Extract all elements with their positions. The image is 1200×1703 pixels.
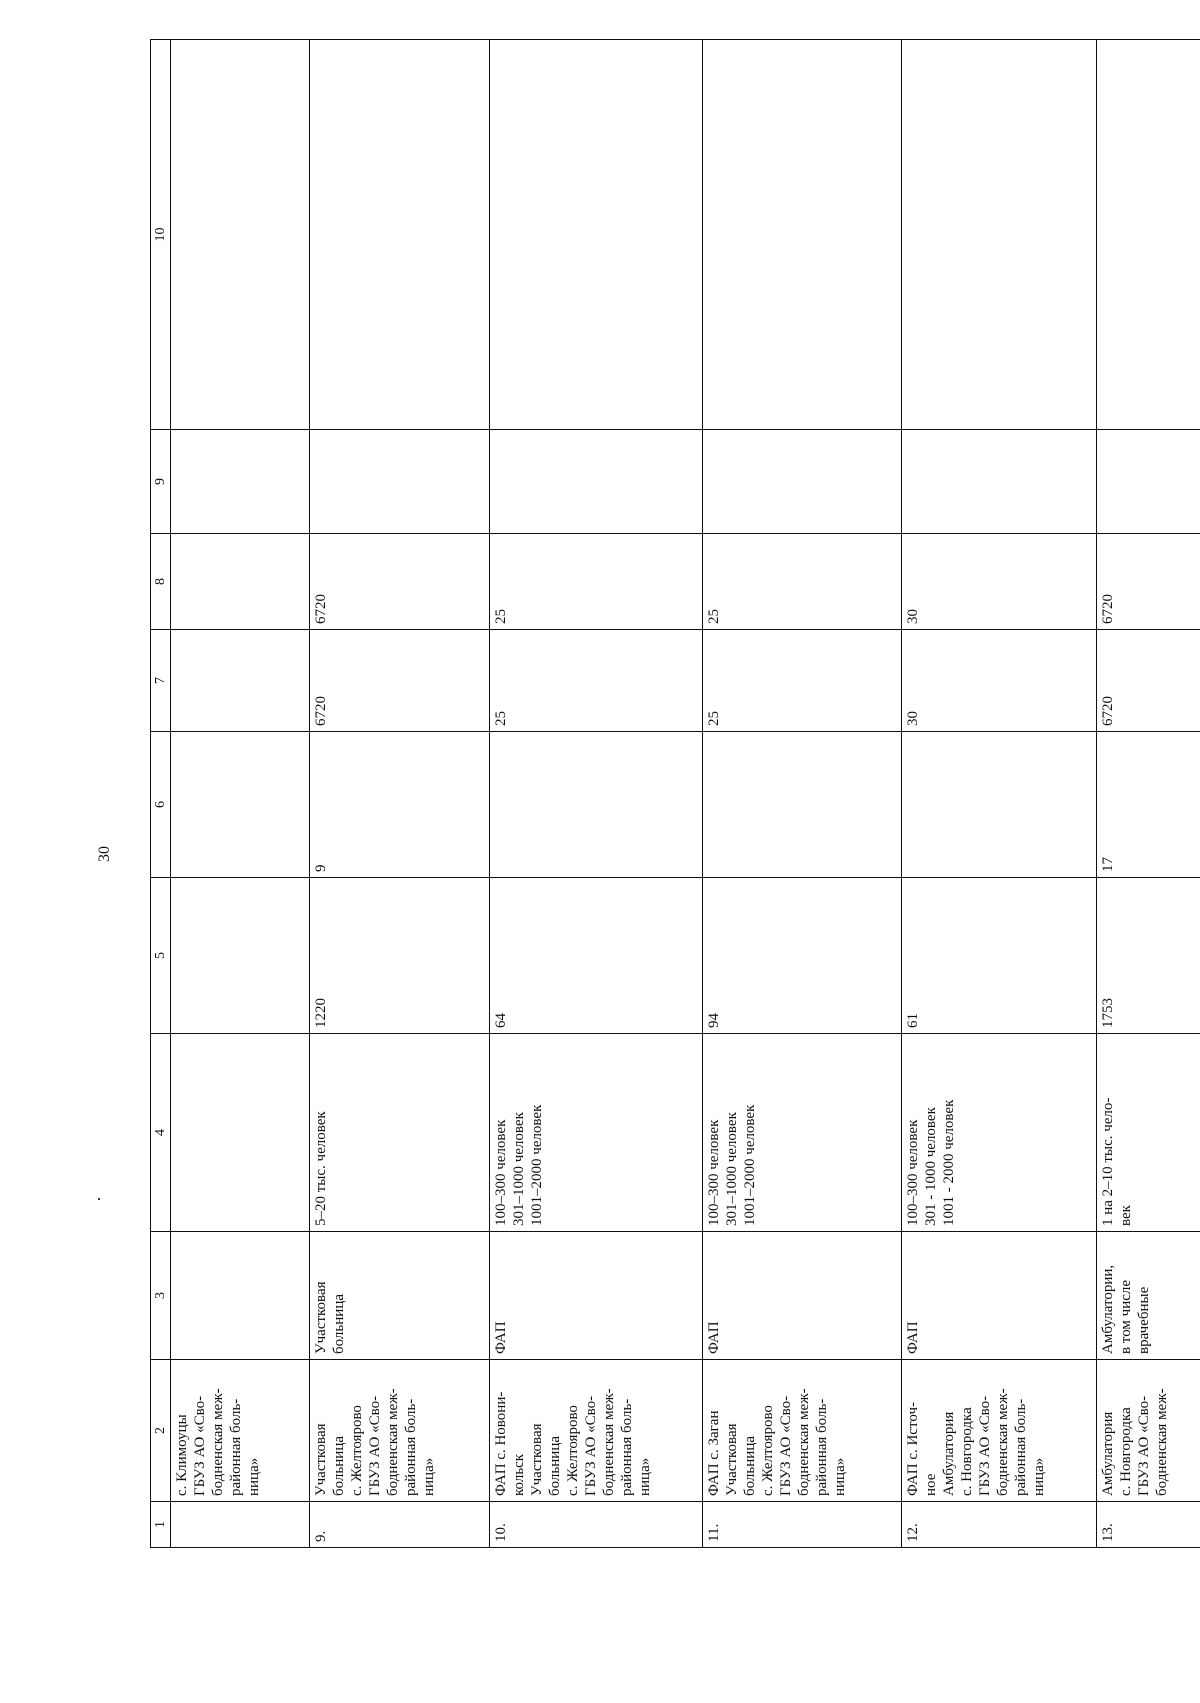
table-cell: 17 bbox=[1096, 732, 1200, 878]
population-norm-cell bbox=[171, 1034, 310, 1232]
table-cell: 30 bbox=[902, 534, 1097, 630]
facility-type-cell: ФАП bbox=[902, 1232, 1097, 1360]
table-cell bbox=[489, 732, 702, 878]
table-cell: 9 bbox=[310, 732, 489, 878]
column-header: 10 bbox=[151, 40, 171, 430]
facility-type-cell: Амбулатории, в том числе врачебные bbox=[1096, 1232, 1200, 1360]
table-cell bbox=[703, 430, 902, 534]
table-cell: 25 bbox=[489, 534, 702, 630]
column-header: 9 bbox=[151, 430, 171, 534]
population-norm-cell: 100–300 человек 301–1000 человек 1001–2000 человек bbox=[489, 1034, 702, 1232]
table-cell: 25 bbox=[489, 630, 702, 732]
row-number-cell bbox=[171, 1502, 310, 1548]
population-norm-cell: 1 на 2–10 тыс. чело- век bbox=[1096, 1034, 1200, 1232]
table-cell bbox=[310, 40, 489, 430]
facility-name-cell: ФАП с. Новони- кольск Участковая больница с. Желтоярово ГБУЗ АО «Сво- бодненская меж- районная боль- ница» bbox=[489, 1360, 702, 1502]
table-cell bbox=[171, 534, 310, 630]
table-cell bbox=[1096, 430, 1200, 534]
table-cell bbox=[489, 430, 702, 534]
column-header: 4 bbox=[151, 1034, 171, 1232]
table-cell: 25 bbox=[703, 534, 902, 630]
column-header: 3 bbox=[151, 1232, 171, 1360]
facility-type-cell: ФАП bbox=[489, 1232, 702, 1360]
table-cell bbox=[310, 430, 489, 534]
table-cell: 61 bbox=[902, 878, 1097, 1034]
table-cell bbox=[171, 430, 310, 534]
facility-name-cell: ФАП с. Заган Участковая больница с. Желтоярово ГБУЗ АО «Сво- бодненская меж- районная боль- ница» bbox=[703, 1360, 902, 1502]
facility-type-cell bbox=[171, 1232, 310, 1360]
table-cell bbox=[703, 732, 902, 878]
page-number: 30 bbox=[96, 846, 113, 862]
table-cell bbox=[489, 40, 702, 430]
table-cell bbox=[902, 732, 1097, 878]
table-row bbox=[1096, 40, 1200, 1548]
column-header: 8 bbox=[151, 534, 171, 630]
column-header: 2 bbox=[151, 1360, 171, 1502]
population-norm-cell: 100–300 человек 301 - 1000 человек 1001 - 2000 человек bbox=[902, 1034, 1097, 1232]
facility-name-cell: Участковая больница с. Желтоярово ГБУЗ АО «Сво- бодненская меж- районная боль- ница» bbox=[310, 1360, 489, 1502]
data-table bbox=[150, 39, 1200, 1548]
table-row bbox=[489, 40, 702, 1548]
table-row bbox=[171, 40, 310, 1548]
table-cell bbox=[171, 878, 310, 1034]
row-number-cell: 12. bbox=[902, 1502, 1097, 1548]
table-row bbox=[310, 40, 489, 1548]
table-cell bbox=[1096, 40, 1200, 430]
facility-type-cell: ФАП bbox=[703, 1232, 902, 1360]
population-norm-cell: 5–20 тыс. человек bbox=[310, 1034, 489, 1232]
table-cell: 94 bbox=[703, 878, 902, 1034]
table-cell: 6720 bbox=[310, 534, 489, 630]
row-number-cell: 11. bbox=[703, 1502, 902, 1548]
table-cell: 6720 bbox=[1096, 534, 1200, 630]
facility-type-cell: Участковая больница bbox=[310, 1232, 489, 1360]
column-header: 5 bbox=[151, 878, 171, 1034]
table-row bbox=[703, 40, 902, 1548]
facility-name-cell: Амбулатория с. Новгородка ГБУЗ АО «Сво- бодненская меж- bbox=[1096, 1360, 1200, 1502]
column-header: 6 bbox=[151, 732, 171, 878]
table-cell: 64 bbox=[489, 878, 702, 1034]
column-header: 7 bbox=[151, 630, 171, 732]
row-number-cell: 13. bbox=[1096, 1502, 1200, 1548]
scan-speck bbox=[98, 1198, 100, 1200]
rotated-table-container bbox=[150, 40, 1200, 1548]
table-cell bbox=[703, 40, 902, 430]
population-norm-cell: 100–300 человек 301–1000 человек 1001–2000 человек bbox=[703, 1034, 902, 1232]
table-cell bbox=[171, 40, 310, 430]
row-number-cell: 10. bbox=[489, 1502, 702, 1548]
facility-name-cell: с. Климоуцы ГБУЗ АО «Сво- бодненская меж- районная боль- ница» bbox=[171, 1360, 310, 1502]
table-cell: 1753 bbox=[1096, 878, 1200, 1034]
facility-name-cell: ФАП с. Источ- ное Амбулатория с. Новгородка ГБУЗ АО «Сво- бодненская меж- районная боль- ница» bbox=[902, 1360, 1097, 1502]
table-cell: 25 bbox=[703, 630, 902, 732]
table-cell: 30 bbox=[902, 630, 1097, 732]
row-number-cell: 9. bbox=[310, 1502, 489, 1548]
table-cell bbox=[902, 430, 1097, 534]
table-cell bbox=[902, 40, 1097, 430]
table-cell: 6720 bbox=[1096, 630, 1200, 732]
table-cell: 1220 bbox=[310, 878, 489, 1034]
table-cell bbox=[171, 630, 310, 732]
table-cell: 6720 bbox=[310, 630, 489, 732]
column-number-row bbox=[151, 40, 171, 1548]
column-header: 1 bbox=[151, 1502, 171, 1548]
table-cell bbox=[171, 732, 310, 878]
table-row bbox=[902, 40, 1097, 1548]
